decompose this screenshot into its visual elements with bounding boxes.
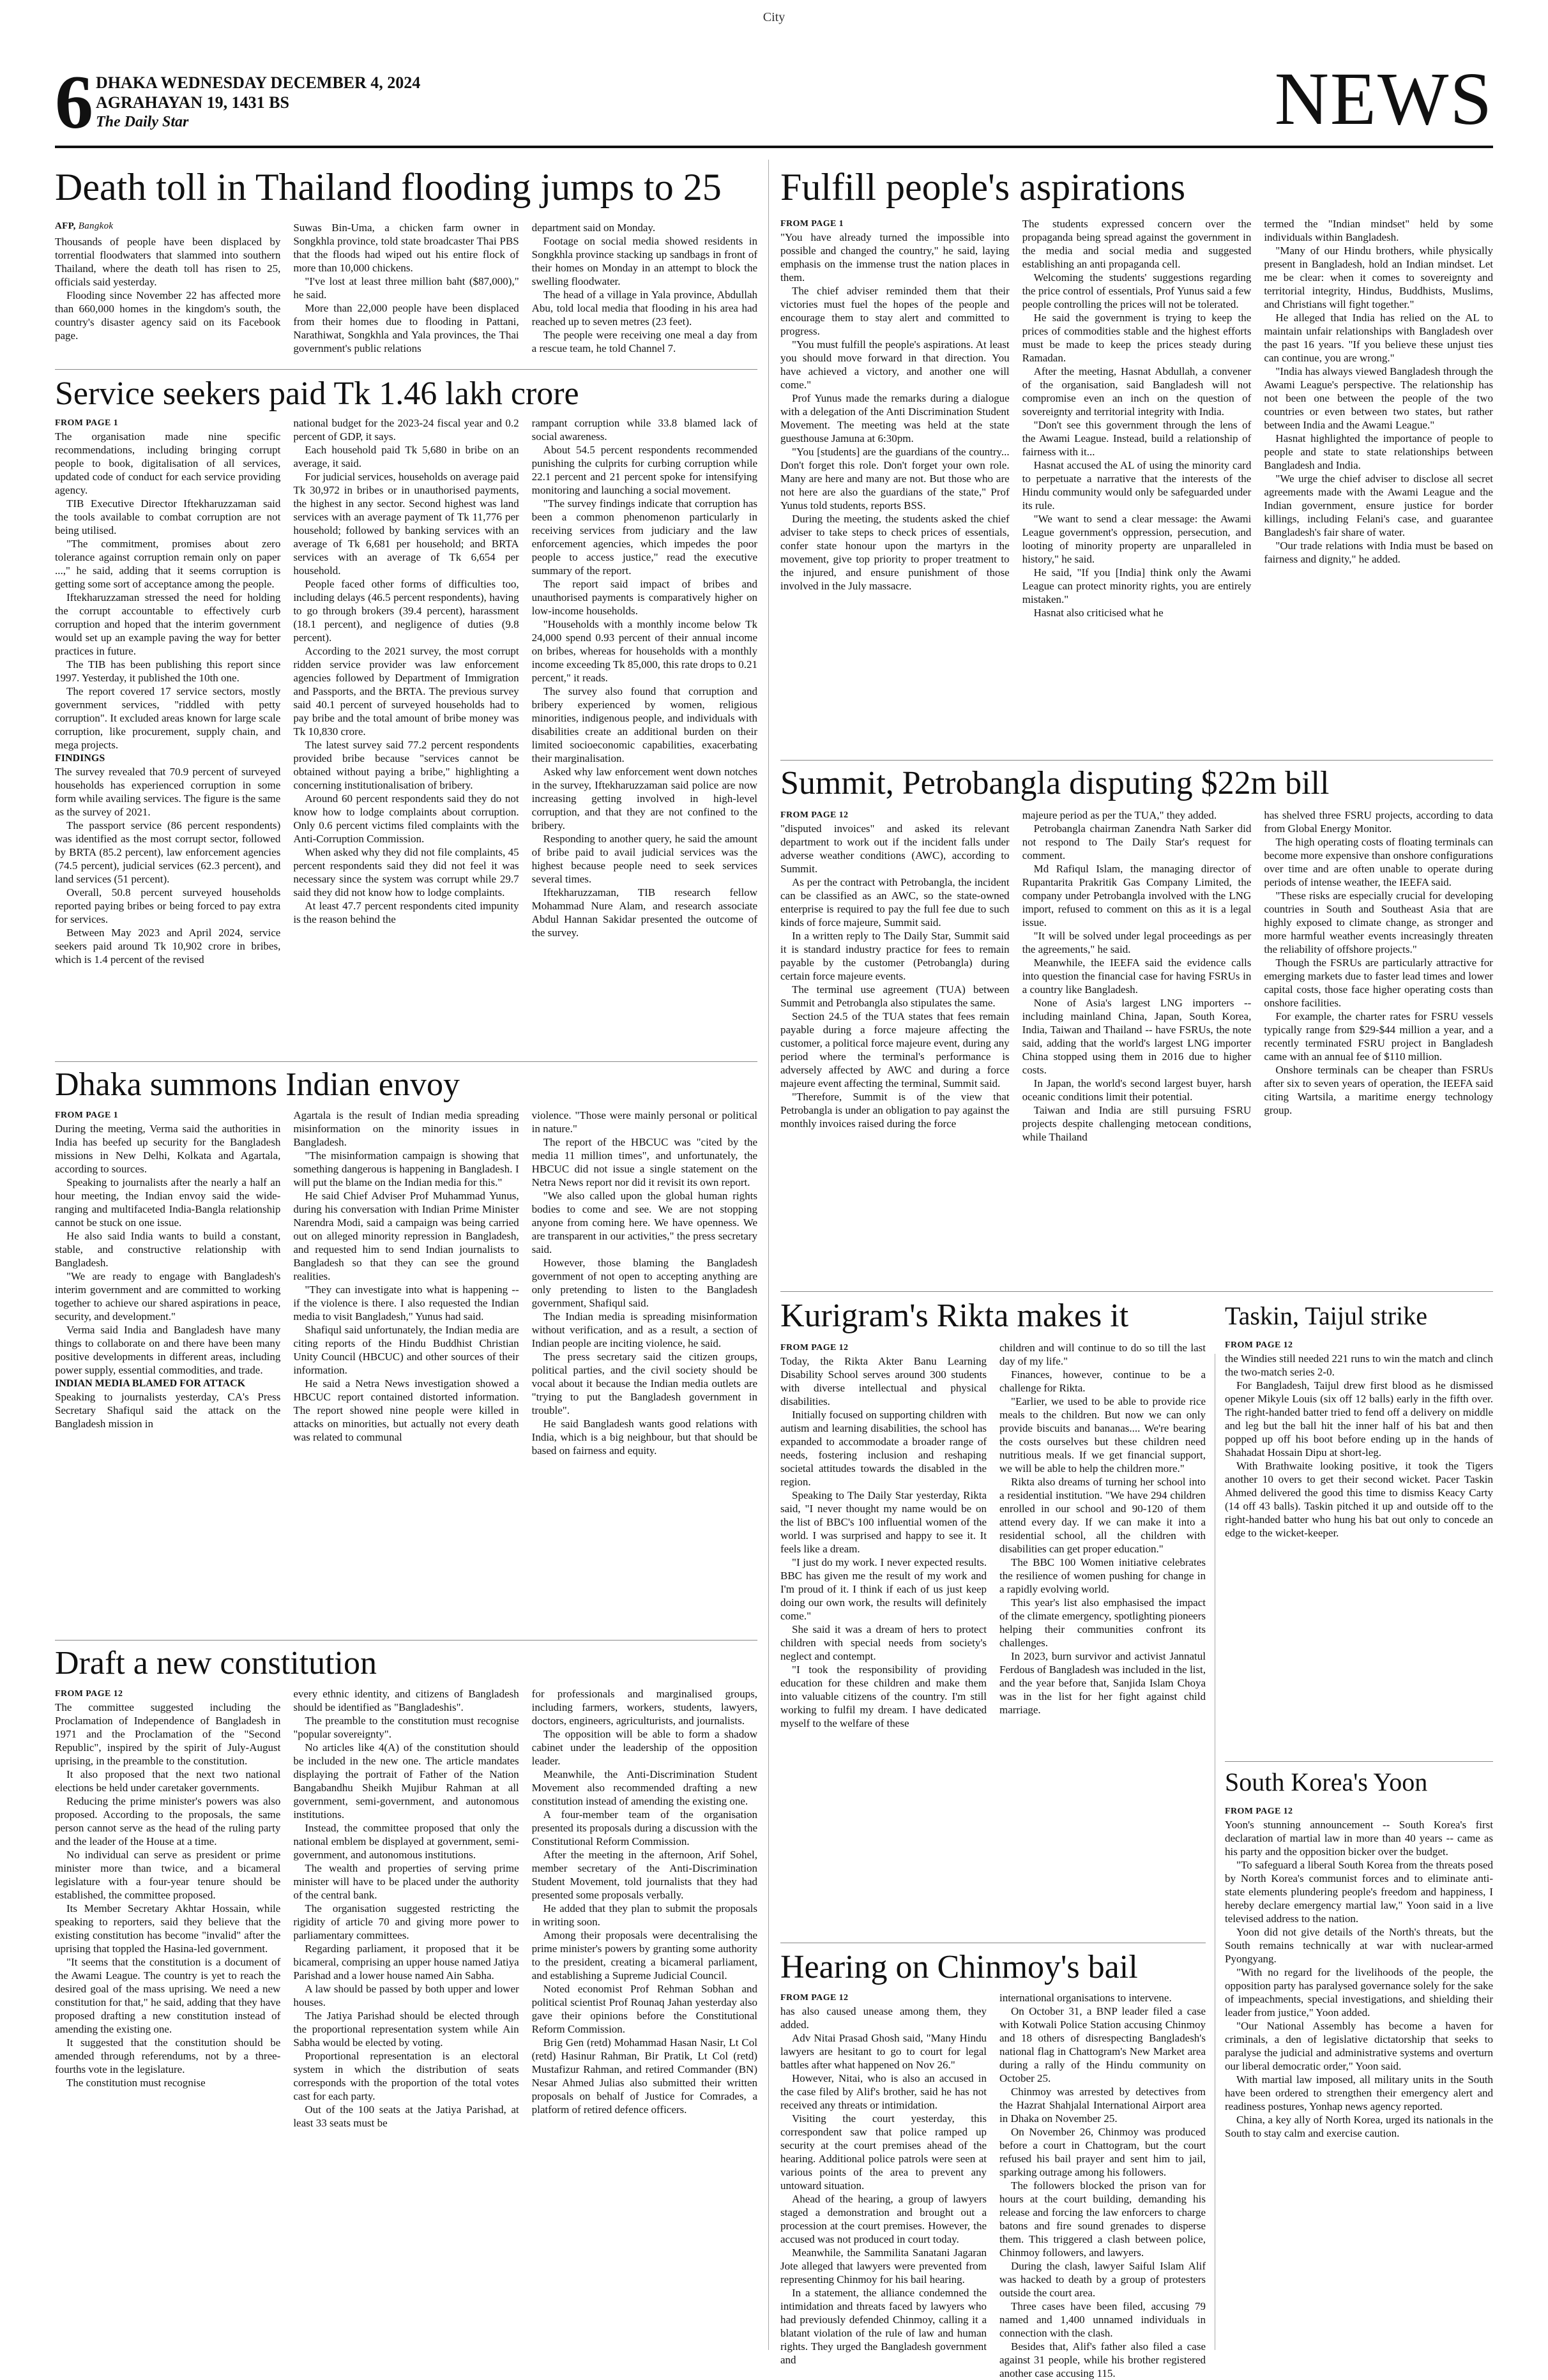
paragraph: TIB Executive Director Iftekharuzzaman said the tools available to combat corruption are not being utilised.: [55, 497, 281, 536]
paragraph: Between May 2023 and April 2024, service seekers paid around Tk 10,902 crore in bribes, which is 1.4 percent of the revised: [55, 927, 281, 966]
section-title: NEWS: [1274, 57, 1493, 140]
paragraph: The report of the HBCUC was "cited by the media 11 million times", and unfortunately, the HBCUC did not issue a single statement on the Netra News report nor did it revisit its own report.: [531, 1136, 757, 1188]
paragraph: The TIB has been publishing this report since 1997. Yesterday, it published the 10th one.: [55, 658, 281, 684]
column: [532, 221, 757, 363]
column: [293, 416, 519, 1055]
paragraph: During the meeting, the students asked the chief adviser to take steps to check prices of essentials, confer state honour upon the martyrs in the movement, give top priority to proper treatment to the injured, and ensure punishment of those involved in the July massacre.: [780, 513, 1010, 592]
paragraph: every ethnic identity, and citizens of Bangladesh should be identified as "Bangladeshis".: [293, 1688, 519, 1713]
paragraph: Finances, however, continue to be a challenge for Rikta.: [999, 1368, 1206, 1394]
paragraph: The followers blocked the prison van for hours at the court building, demanding his release and forcing the law enforcers to charge batons and fire sound grenades to disperse them. This triggered a clash between police, Chinmoy followers, and lawyers.: [999, 2179, 1206, 2259]
paragraph: With martial law imposed, all military units in the South have been ordered to strengthen their emergency alert and readiness postures, Yonhap news agency reported.: [1225, 2073, 1493, 2112]
paragraph: The constitution must recognise: [66, 2077, 206, 2089]
paragraph: international organisations to intervene.: [999, 1992, 1172, 2004]
page-number: 6: [55, 59, 93, 144]
paragraph: "We urge the chief adviser to disclose all secret agreements made with the Awami League and the Indian government, ensure justice for border killings, including Felani's case, and guarantee Bangladesh's fair share of water.: [1264, 473, 1493, 538]
column: [780, 1341, 987, 1936]
paragraph: Around 60 percent respondents said they do not know how to lodge complaints about corruption. Only 0.6 percent victims filed complaints with the Anti-Corruption Commission.: [293, 792, 519, 845]
column: [780, 808, 1010, 1285]
paragraph: The committee suggested including the Proclamation of Independence of Bangladesh in 1971 and the Proclamation of the "Second Republic", inspired by the spirit of July-August uprising, in the preamble to the constitution.: [55, 1701, 281, 1767]
paragraph: He added that they plan to submit the proposals in writing soon.: [531, 1902, 757, 1928]
paragraph: "The misinformation campaign is showing that something dangerous is happening in Bangladesh. I will put the blame on the Indian media for this.": [293, 1149, 519, 1188]
paragraph: Flooding since November 22 has affected more than 660,000 homes in the kingdom's south, the country's disaster agency said on its Facebook page.: [55, 289, 281, 342]
paragraph: Taiwan and India are still pursuing FSRU projects despite challenging metocean conditions, while Thailand: [1022, 1104, 1252, 1143]
paragraph: Agartala is the result of Indian media spreading misinformation on the minority issues in Bangladesh.: [293, 1109, 519, 1148]
paragraph: None of Asia's largest LNG importers -- including mainland China, Japan, South Korea, India, Taiwan and Thailand -- have FSRUs, the note said, adding that the world's largest LNG importer China stopped using them in 2016 due to higher costs.: [1022, 997, 1252, 1076]
paragraph: He said Chief Adviser Prof Muhammad Yunus, during his conversation with Indian Prime Minister Narendra Modi, said a campaign was being carried out on alleged minority repression in Bangladesh, and requested him to send Indian journalists to Bangladesh so that they can see the ground realities.: [293, 1190, 519, 1282]
paragraph: No articles like 4(A) of the constitution should be included in the new one. The article mandates displaying the portrait of Father of the Nation Bangabandhu Sheikh Mujibur Rahman at all government, semi-government, and autonomous institutions.: [293, 1741, 519, 1821]
column: [1022, 217, 1252, 754]
paragraph: Yoon's stunning announcement -- South Korea's first declaration of martial law in more than 40 years -- came as his party and the opposition bicker over the budget.: [1225, 1819, 1493, 1858]
paragraph: "We are ready to engage with Bangladesh's interim government and are committed to working together to achieve our shared aspirations in peace, security, and development.": [55, 1270, 281, 1323]
paragraph: The head of a village in Yala province, Abdullah Abu, told local media that flooding in his area had reached up to seven metres (23 feet).: [531, 289, 757, 328]
story-divider: [1225, 1761, 1493, 1762]
paragraph: He said a Netra News investigation showed a HBCUC report contained distorted information. The report showed nine people were killed in attacks on minorities, but actually not every death was related to communal: [293, 1377, 519, 1443]
paragraph: "I've lost at least three million baht ($87,000)," he said.: [293, 275, 519, 301]
paragraph: Suwas Bin-Uma, a chicken farm owner in Songkhla province, told state broadcaster Thai PBS that the floods had wiped out his entire flock of more than 10,000 chickens.: [293, 222, 519, 274]
paragraph: However, Nitai, who is also an accused in the case filed by Alif's brother, said he has not received any threats or intimidation.: [780, 2072, 987, 2111]
byline-source: AFP,: [55, 221, 76, 231]
paragraph: termed the "Indian mindset" held by some individuals within Bangladesh.: [1264, 218, 1493, 243]
headline-dhaka: Dhaka summons Indian envoy: [55, 1066, 460, 1103]
paragraph: About 54.5 percent respondents recommended punishing the culprits for curbing corruption while 22.1 percent and 21 percent spoke for intensifying monitoring and launching a social movement.: [531, 444, 757, 496]
paragraph: Thousands of people have been displaced by torrential floodwaters that slammed into southern Thailand, where the death toll has risen to 25, officials said yesterday.: [55, 236, 281, 288]
paragraph: "It seems that the constitution is a document of the Awami League. The country is yet to reach the desired goal of the mass uprising. We need a new constitution for that," he said, adding that they have proposed drafting a new constitution instead of amending the existing one.: [55, 1956, 281, 2035]
paragraph: During the meeting, Verma said the authorities in India has beefed up security for the Bangladesh missions in New Delhi, Kolkata and Agartala, according to sources.: [55, 1123, 281, 1175]
paragraph: Rikta also dreams of turning her school into a residential institution. "We have 294 children enrolled in our school and 90-120 of them attend every day. If we can make it into a residential school, all the children with disabilities can get proper education.": [999, 1476, 1206, 1555]
paragraph: In Japan, the world's second largest buyer, harsh oceanic conditions limit their potential.: [1022, 1077, 1252, 1103]
paragraph: Initially focused on supporting children with autism and learning disabilities, the school has expanded to accommodate a broader range of needs, fostering inclusion and reshaping societal attitudes towards the disabled in the region.: [780, 1409, 987, 1488]
paragraph: the Windies still needed 221 runs to win the match and clinch the two-match series 2-0.: [1225, 1353, 1493, 1378]
paragraph: "You [students] are the guardians of the country... Don't forget this role. Don't forget your own role. Many are here and many are not. But those who are not here are also the guardians of the state," Prof Yunus told students, reports BSS.: [780, 446, 1010, 512]
paragraph: The report said impact of bribes and unauthorised payments is comparatively higher on low-income households.: [531, 578, 757, 617]
paragraph: This year's list also emphasised the impact of the climate emergency, spotlighting pioneers helping their communities confront its challenges.: [999, 1596, 1206, 1649]
column: [293, 1109, 519, 1633]
paragraph: The organisation made nine specific recommendations, including bringing corrupt people to book, digitalisation of all services, updated code of conduct for each service providing agency.: [55, 430, 281, 496]
story-divider: [780, 760, 1493, 761]
paragraph: The latest survey said 77.2 percent respondents provided bribe because "services cannot be obtained without paying a bribe," highlighting a concerning institutionalisation of bribery.: [293, 739, 519, 791]
paragraph: Proportional representation is an electoral system in which the distribution of seats corresponds with the proportion of the total votes cast for each party.: [293, 2050, 519, 2102]
paragraph: China, a key ally of North Korea, urged its nationals in the South to stay calm and exercise caution.: [1225, 2114, 1493, 2139]
paragraph: Hasnat highlighted the importance of people to people and state to state relationships between Bangladesh and India.: [1264, 432, 1493, 471]
constitution-body: [55, 1687, 757, 2351]
column: [293, 1687, 519, 2351]
paragraph: The people were receiving one meal a day from a rescue team, he told Channel 7.: [531, 329, 757, 354]
subhead-findings: FINDINGS: [55, 753, 105, 764]
paragraph: In a written reply to The Daily Star, Summit said it is standard industry practice for fees to remain payable by the customer (Petrobangla) during certain force majeure events.: [780, 930, 1010, 982]
paragraph: "You must fulfill the people's aspirations. At least you should move forward in that direction. You have achieved a victory, and another one will come.": [780, 338, 1010, 391]
paragraph: violence. "Those were mainly personal or political in nature.": [531, 1109, 757, 1135]
column: [1225, 1338, 1493, 1755]
paragraph: Asked why law enforcement went down notches in the survey, Iftekharuzzaman said police are now increasing getting involved in high-level corruption, and that they are not confined to the bribery.: [531, 766, 757, 831]
continued-from: FROM PAGE 12: [1225, 1807, 1293, 1816]
paragraph: Chinmoy was arrested by detectives from the Hazrat Shahjalal International Airport area in Dhaka on November 25.: [999, 2086, 1206, 2125]
paragraph: A four-member team of the organisation presented its proposals during a discussion with the Constitutional Reform Commission.: [531, 1808, 757, 1847]
paragraph: has also caused unease among them, they added.: [780, 2005, 987, 2031]
paragraph: Visiting the court yesterday, this correspondent saw that police ramped up security at the court premises ahead of the hearing. Additional police patrols were seen at various points of the area to prevent any untoward situation.: [780, 2112, 987, 2192]
paragraph: Overall, 50.8 percent surveyed households reported paying bribes or being forced to pay extra for services.: [55, 886, 281, 925]
column: [780, 217, 1010, 754]
column: [532, 1687, 757, 2351]
dateline: [96, 73, 420, 132]
paragraph: "I just do my work. I never expected results. BBC has given me the result of my work and I'm proud of it. I think if each of us just keep doing our own work, the results will definitely come.": [780, 1556, 987, 1622]
paragraph: According to the 2021 survey, the most corrupt ridden service provider was law enforcement agencies followed by Department of Immigration and Passports, and the BRTA. The previous survey said 40.1 percent of surveyed households had to pay bribe and the total amount of bribe money was Tk 10,830 crore.: [293, 645, 519, 738]
column: [55, 1109, 280, 1633]
headline-fulfill: Fulfill people's aspirations: [780, 166, 1186, 208]
column: [1022, 808, 1252, 1285]
paragraph: majeure period as per the TUA," they added.: [1022, 809, 1217, 821]
column: [1225, 1805, 1493, 2351]
paragraph: In 2023, burn survivor and activist Jannatul Ferdous of Bangladesh was included in the list, and the year before that, Sanjida Islam Choya was in the list for her fight against child marriage.: [999, 1650, 1206, 1716]
column: [1264, 217, 1493, 754]
byline-place: Bangkok: [78, 221, 114, 231]
paragraph: Yoon did not give details of the North's threats, but the South remains technically at war with nuclear-armed Pyongyang.: [1225, 1926, 1493, 1965]
paragraph: Noted economist Prof Rehman Sobhan and political scientist Prof Rounaq Jahan yesterday also gave their opinions before the Constitutional Reform Commission.: [531, 1983, 757, 2035]
continued-from: FROM PAGE 12: [780, 810, 849, 820]
paragraph: Today, the Rikta Akter Banu Learning Disability School serves around 300 students with diverse intellectual and physical disabilities.: [780, 1355, 987, 1407]
paragraph: The chief adviser reminded them that their victories must fuel the hopes of the people and encourage them to stay alert and committed to progress.: [780, 285, 1010, 337]
paragraph: "It will be solved under legal proceedings as per the agreements," he said.: [1022, 930, 1252, 955]
paragraph: Ahead of the hearing, a group of lawyers staged a demonstration and brought out a procession at the court premises. However, the accused was not produced in court today.: [780, 2193, 987, 2245]
paragraph: The report covered 17 service sectors, mostly government services, "riddled with petty corruption". It excluded areas known for large scale corruption, like procurement, supply chain, and mega projects.: [55, 685, 281, 751]
headline-korea: South Korea's Yoon: [1225, 1768, 1428, 1796]
paragraph: A law should be passed by both upper and lower houses.: [293, 1983, 519, 2008]
paragraph: Onshore terminals can be cheaper than FSRUs after six to seven years of operation, the IEEFA said citing Wartsila, a maritime energy technology group.: [1264, 1064, 1493, 1116]
column: [780, 1991, 987, 2380]
masthead-rule: [55, 146, 1493, 148]
paragraph: People faced other forms of difficulties too, including delays (46.5 percent respondents), having to go through brokers (39.4 percent), harassment (18.1 percent), and negligence of duties (9.8 percent).: [293, 578, 519, 644]
paragraph: "They can investigate into what is happening -- if the violence is there. I also requested the Indian media to visit Bangladesh," Yunus had said.: [293, 1284, 519, 1323]
paper-logo: The Daily Star: [96, 114, 189, 130]
paragraph: After the meeting, Hasnat Abdullah, a convener of the organisation, said Bangladesh will not compromise even an inch on the question of sovereignty and territorial integrity with India.: [1022, 365, 1252, 418]
paragraph: In a statement, the alliance condemned the intimidation and threats faced by lawyers who had previously defended Chinmoy, calling it a blatant violation of the rule of law and human rights. They urged the Bangladesh government and: [780, 2287, 987, 2366]
paragraph: Besides that, Alif's father also filed a case against 31 people, while his brother registered another case accusing 115.: [999, 2340, 1206, 2379]
paragraph: "The commitment, promises about zero tolerance against corruption remain only on paper ...," he said, adding that it seems corruption is getting some sort of acceptance among the people.: [55, 538, 281, 590]
paragraph: The survey also found that corruption and bribery experienced by women, religious minorities, indigenous people, and individuals with disabilities create an additional burden on their limited socioeconomic capabilities, exacerbating their marginalisation.: [531, 685, 757, 764]
paragraph: The students expressed concern over the propaganda being spread against the government in the media and social media and suggested establishing an anti propaganda cell.: [1022, 218, 1252, 270]
paragraph: Footage on social media showed residents in Songkhla province stacking up sandbags in front of their homes on Monday in an attempt to block the swelling floodwater.: [531, 235, 757, 287]
paragraph: Hasnat also criticised what he: [1033, 607, 1164, 619]
paragraph: Md Rafiqul Islam, the managing director of Rupantarita Prakritik Gas Company Limited, the company under Petrobangla involved with the LNG import, refused to comment on this as it is a legal issue.: [1022, 863, 1252, 929]
paragraph: "We want to send a clear message: the Awami League government's oppression, persecution, and looting of minority property are unparalleled in history," he said.: [1022, 513, 1252, 565]
paragraph: Speaking to The Daily Star yesterday, Rikta said, "I never thought my name would be on the list of BBC's 100 influential women of the world. I was surprised and happy to see it. It feels like a dream.: [780, 1489, 987, 1555]
byline-thailand: [55, 221, 113, 232]
paragraph: children and will continue to do so till the last day of my life.": [999, 1342, 1206, 1367]
paragraph: For judicial services, households on average paid Tk 30,972 in bribes or in unauthorised payments, the highest in any sector. Second highest was land services with an average payment of Tk 11,776 per household; followed by banking services with an average of Tk 6,681 per household; and BRTA services with an average of Tk 6,654 per household.: [293, 471, 519, 577]
fulfill-body: [780, 217, 1493, 754]
paragraph: For example, the charter rates for FSRU vessels typically range from $29-$44 million a year, and a recently terminated FSRU project in Bangladesh came with an annual fee of $110 million.: [1264, 1010, 1493, 1063]
paragraph: "Our National Assembly has become a haven for criminals, a den of legislative dictatorship that seeks to paralyse the judicial and administrative systems and overturn our liberal democratic order," Yoon said.: [1225, 2020, 1493, 2072]
column: [1264, 808, 1493, 1285]
paragraph: "With no regard for the livelihoods of the people, the opposition party has paralysed governance solely for the sake of impeachments, special investigations, and shielding their leader from justice," Yoon added.: [1225, 1966, 1493, 2019]
date: DHAKA WEDNESDAY DECEMBER 4, 2024: [96, 73, 421, 92]
story-divider: [780, 1291, 1493, 1292]
paragraph: Out of the 100 seats at the Jatiya Parishad, at least 33 seats must be: [293, 2103, 519, 2129]
paragraph: It suggested that the constitution should be amended through referendums, not by a three-fourths vote in the legislature.: [55, 2036, 281, 2075]
paragraph: "To safeguard a liberal South Korea from the threats posed by North Korea's communist forces and to eliminate anti-state elements plundering people's freedom and happiness, I hereby declare emergency martial law," Yoon said in a live televised address to the nation.: [1225, 1859, 1493, 1925]
continued-from: FROM PAGE 1: [55, 1110, 119, 1120]
paragraph: Each household paid Tk 5,680 in bribe on an average, it said.: [293, 444, 519, 469]
paragraph: "Therefore, Summit is of the view that Petrobangla is under an obligation to pay against the monthly invoices raised during the force: [780, 1091, 1010, 1130]
headline-summit: Summit, Petrobangla disputing $22m bill: [780, 765, 1330, 801]
paragraph: Prof Yunus made the remarks during a dialogue with a delegation of the Anti Discrimination Student Movement. The meeting was held at the state guesthouse Jamuna at 6:30pm.: [780, 392, 1010, 444]
paragraph: The Indian media is spreading misinformation without verification, and as a result, a section of Indian people are inciting violence, he said.: [531, 1310, 757, 1349]
paragraph: Among their proposals were decentralising the prime minister's powers by granting some authority to the president, creating a bicameral parliament, and establishing a Supreme Judicial Council.: [531, 1929, 757, 1982]
paragraph: Meanwhile, the Sammilita Sanatani Jagaran Jote alleged that lawyers were prevented from representing Chinmoy for his bail hearing.: [780, 2247, 987, 2285]
continued-from: FROM PAGE 12: [780, 1343, 849, 1353]
paragraph: Welcoming the students' suggestions regarding the price control of essentials, Prof Yunus said a few people controlling the prices will not be tolerated.: [1022, 271, 1252, 310]
paragraph: Verma said India and Bangladesh have many things to collaborate on and there have been many positive developments in different areas, including power supply, essential commodities, and trade.: [55, 1324, 281, 1376]
headline-constitution: Draft a new constitution: [55, 1645, 377, 1681]
paragraph: Speaking to journalists yesterday, CA's Press Secretary Shafiqul said the attack on the Bangladesh mission in: [55, 1391, 281, 1430]
paragraph: Speaking to journalists after the nearly a half an hour meeting, the Indian envoy said the wide-ranging and multifaceted India-Bangla relationship cannot be stuck on one issue.: [55, 1176, 281, 1229]
paragraph: Adv Nitai Prasad Ghosh said, "Many Hindu lawyers are hesitant to go to court for legal battles after what happened on Nov 26.": [780, 2032, 987, 2071]
bangla-date: AGRAHAYAN 19, 1431 BS: [96, 93, 289, 112]
paragraph: Regarding parliament, it proposed that it be bicameral, comprising an upper house named Jatiya Parishad and a lower house named Ain Sabha.: [293, 1943, 519, 1982]
paragraph: for professionals and marginalised groups, including farmers, workers, students, lawyers, doctors, engineers, agriculturists, and journalists.: [531, 1688, 757, 1727]
paragraph: "We also called upon the global human rights bodies to come and see. We are not stopping anyone from coming here. We have openness. We are transparent in our activities," the press secretary said.: [531, 1190, 757, 1255]
paragraph: Instead, the committee proposed that only the national emblem be displayed at government, semi-government, and autonomous institutions.: [293, 1822, 519, 1861]
paragraph: When asked why they did not file complaints, 45 percent respondents said they did not feel it was necessary since the system was corrupt while 29.7 said they did not know how to lodge complaints.: [293, 846, 519, 898]
paragraph: "India has always viewed Bangladesh through the Awami League's perspective. The relationship has not been one between the people of the two countries or even between two states, but rather between India and the Awami League.": [1264, 365, 1493, 431]
paragraph: For Bangladesh, Taijul drew first blood as he dismissed opener Mikyle Louis (six off 12 balls) early in the fifth over. The right-handed batter tried to fend off a delivery on middle and leg but the ball hit the inner half of his bat and then popped up off his boot before ending up in the hands of Shahadat Hossain Dipu at short-leg.: [1225, 1379, 1493, 1459]
continued-from: FROM PAGE 1: [55, 418, 119, 428]
paragraph: has shelved three FSRU projects, according to data from Global Energy Monitor.: [1264, 809, 1493, 835]
column: [55, 1687, 280, 2351]
story-divider: [55, 1640, 757, 1641]
column: [532, 1109, 757, 1633]
paragraph: "These risks are especially crucial for developing countries in South and Southeast Asia that are highly exposed to climate change, as stronger and more harmful weather events increasingly threaten the reliability of offshore projects.": [1264, 890, 1493, 955]
paragraph: Petrobangla chairman Zanendra Nath Sarker did not respond to The Daily Star's request for comment.: [1022, 822, 1252, 861]
paragraph: Though the FSRUs are particularly attractive for emerging markets due to faster lead times and lower capital costs, those face higher operating costs than onshore facilities.: [1264, 957, 1493, 1009]
column: [532, 416, 757, 1055]
paragraph: Iftekharuzzaman, TIB research fellow Mohammad Nure Alam, and research associate Abdul Hannan Sakidar presented the outcome of the survey.: [531, 886, 757, 939]
paragraph: "Don't see this government through the lens of the Awami League. Instead, build a relationship of fairness with it...: [1022, 419, 1252, 458]
story-divider: [55, 369, 757, 370]
paragraph: The wealth and properties of serving prime minister will have to be placed under the authority of the central bank.: [293, 1862, 519, 1901]
paragraph: "Many of our Hindu brothers, while physically present in Bangladesh, hold an Indian mindset. Let me be clear: when it comes to sovereignty and territorial integrity, Hindus, Buddhists, Muslims, and Christians will fight together.": [1264, 245, 1493, 310]
paragraph: "Our trade relations with India must be based on fairness and dignity," he added.: [1264, 540, 1493, 565]
continued-from: FROM PAGE 12: [780, 1993, 849, 2003]
paragraph: national budget for the 2023-24 fiscal year and 0.2 percent of GDP, it says.: [293, 417, 519, 443]
paragraph: At least 47.7 percent respondents cited impunity is the reason behind the: [293, 900, 519, 925]
paragraph: rampant corruption while 33.8 blamed lack of social awareness.: [531, 417, 757, 443]
paragraph: The press secretary said the citizen groups, political parties, and the civil society should be vocal about it because the Indian media outlets are "trying to put the Bangladesh government in trouble".: [531, 1351, 757, 1416]
taskin-body: [1225, 1338, 1493, 1755]
headline-rikta: Kurigram's Rikta makes it: [780, 1298, 1129, 1334]
paragraph: Its Member Secretary Akhtar Hossain, while speaking to reporters, said they believe that the existing constitution has become "invalid" after the uprising that toppled the Hasina-led government.: [55, 1902, 281, 1955]
paragraph: With Brathwaite looking positive, it took the Tigers another 10 overs to get their second wicket. Pacer Taskin Ahmed delivered the good this time to dismiss Keacy Carty (14 off 43 balls). Taskin pitched it up and outside off to the right-handed batter who hung his bat out only to concede an edge to the wicket-keeper.: [1225, 1460, 1493, 1539]
paragraph: "I took the responsibility of providing education for these children and make them into valuable citizens of the country. I'm still working to fulfil my dream. I have dedicated myself to the welfare of these: [780, 1664, 987, 1729]
paragraph: No individual can serve as president or prime minister more than twice, and a bicameral legislature with a four-year tenure should be established, the committee proposed.: [55, 1849, 281, 1901]
summit-body: [780, 808, 1493, 1285]
paragraph: Brig Gen (retd) Mohammad Hasan Nasir, Lt Col (retd) Hasinur Rahman, Bir Pratik, Lt Col (retd) Mustafizur Rahman, and retired Commander (BN) Nesar Ahmed Julias also submitted their written proposals on behalf of Justice for Comrades, a platform of retired defence officers.: [531, 2036, 757, 2116]
column: [55, 416, 280, 1055]
headline-thailand: Death toll in Thailand flooding jumps to 25: [55, 166, 722, 208]
paragraph: Hasnat accused the AL of using the minority card to perpetuate a narrative that the interests of the Hindu community would only be safeguarded under its rule.: [1022, 459, 1252, 512]
paragraph: The Jatiya Parishad should be elected through the proportional representation system while Ain Sabha would be elected by voting.: [293, 2010, 519, 2049]
paragraph: He also said India wants to build a constant, stable, and constructive relationship with Bangladesh.: [55, 1230, 281, 1269]
subhead-media: INDIAN MEDIA BLAMED FOR ATTACK: [55, 1378, 246, 1389]
paragraph: Iftekharuzzaman stressed the need for holding the corrupt accountable to effectively curb corruption and hoped that the interim government would set up an example paving the way for better practices in future.: [55, 591, 281, 657]
column: [293, 221, 519, 363]
dhaka-body: [55, 1109, 757, 1633]
paragraph: The BBC 100 Women initiative celebrates the resilience of women pushing for change in a rapidly evolving world.: [999, 1556, 1206, 1595]
paragraph: However, those blaming the Bangladesh government of not open to accepting anything are only pretending to listen to the Bangladesh government, Shafiqul said.: [531, 1257, 757, 1309]
korea-body: [1225, 1805, 1493, 2351]
paragraph: On October 31, a BNP leader filed a case with Kotwali Police Station accusing Chinmoy and 18 others of disrespecting Bangladesh's national flag in Chattogram's New Market area during a rally of the Hindu community on October 25.: [999, 2005, 1206, 2084]
paragraph: Three cases have been filed, accusing 79 named and 1,400 unnamed individuals in connection with the clash.: [999, 2300, 1206, 2339]
paragraph: Section 24.5 of the TUA states that fees remain payable during a force majeure affecting the customer, a political force majeure event, during any period where the terminal's performance is adversely affected by AWC and during a force majeure event affecting the terminal, Summit said.: [780, 1010, 1010, 1089]
paragraph: The organisation suggested restricting the rigidity of article 70 and giving more power to parliamentary committees.: [293, 1902, 519, 1941]
paragraph: The terminal use agreement (TUA) between Summit and Petrobangla also stipulates the same.: [780, 983, 1010, 1009]
paragraph: The survey revealed that 70.9 percent of surveyed households has experienced corruption in some form while availing services. The figure is the same as the survey of 2021.: [55, 766, 281, 818]
paragraph: Responding to another query, he said the amount of bribe paid to avail judicial services was the highest because people need to seek services several times.: [531, 833, 757, 885]
paragraph: During the clash, lawyer Saiful Islam Alif was hacked to death by a group of protesters outside the court area.: [999, 2260, 1206, 2299]
paragraph: As per the contract with Petrobangla, the incident can be classified as an AWC, so the state-owned enterprise is required to pay the full fee due to such kinds of force majeure, Summit said.: [780, 876, 1010, 929]
column: [999, 1991, 1206, 2380]
paragraph: The preamble to the constitution must recognise "popular sovereignty".: [293, 1715, 519, 1740]
story-divider: [55, 1061, 757, 1062]
paragraph: "disputed invoices" and asked its relevant department to work out if the incident falls under adverse weather conditions (AWC), according to Summit.: [780, 822, 1010, 875]
headline-chinmoy: Hearing on Chinmoy's bail: [780, 1949, 1138, 1985]
chinmoy-body: [780, 1991, 1206, 2379]
rikta-body: [780, 1341, 1206, 1936]
service-body: [55, 416, 757, 1055]
column-divider: [768, 160, 769, 2350]
paragraph: He said, "If you [India] think only the Awami League can protect minority rights, you are entirely mistaken.": [1022, 566, 1252, 605]
continued-from: FROM PAGE 12: [55, 1689, 123, 1699]
paragraph: He alleged that India has relied on the AL to maintain unfair relationships with Bangladesh over the past 16 years. "If you believe these unjust ties can continue, you are wrong.": [1264, 312, 1493, 364]
column: [55, 235, 280, 363]
paragraph: Meanwhile, the IEEFA said the evidence calls into question the financial case for having FSRUs in a country like Bangladesh.: [1022, 957, 1252, 996]
paragraph: After the meeting in the afternoon, Arif Sohel, member secretary of the Anti-Discrimination Student Movement, told journalists that they had presented some proposals verbally.: [531, 1849, 757, 1901]
paragraph: "Earlier, we used to be able to provide rice meals to the children. But now we can only provide biscuits and bananas.... We're bearing the costs ourselves but these children need nutritious meals. If we get financial support, we will be able to help the children more.": [999, 1395, 1206, 1474]
paragraph: Shafiqul said unfortunately, the Indian media are citing reports of the Hindu Buddhist Christian Unity Council (HBCUC) and other sources of their information.: [293, 1324, 519, 1376]
paragraph: She said it was a dream of hers to protect children with special needs from society's neglect and contempt.: [780, 1623, 987, 1662]
paragraph: It also proposed that the next two national elections be held under caretaker governments.: [55, 1768, 281, 1794]
paragraph: He said the government is trying to keep the prices of commodities stable and the highest efforts must be made to keep the prices steady during Ramadan.: [1022, 312, 1252, 364]
paragraph: "You have already turned the impossible into possible and changed the country," he said, laying emphasis on the immense trust the nation places in them.: [780, 231, 1010, 284]
paragraph: "Households with a monthly income below Tk 24,000 spend 0.93 percent of their annual income on bribes, whereas for households with a monthly income exceeding Tk 85,000, this rate drops to 0.21 percent," it reads.: [531, 618, 757, 684]
paragraph: Reducing the prime minister's powers was also proposed. According to the proposals, the same person cannot serve as the head of the ruling party and the leader of the House at a time.: [55, 1795, 281, 1847]
headline-service: Service seekers paid Tk 1.46 lakh crore: [55, 375, 579, 412]
paragraph: The high operating costs of floating terminals can become more expensive than onshore configurations over time and are often unable to operate during periods of intense weather, the IEEFA said.: [1264, 836, 1493, 888]
paragraph: The passport service (86 percent respondents) was identified as the most corrupt sector, followed by BRTA (85.2 percent), law enforcement agencies (74.5 percent), judicial services (62.3 percent), and land services (51 percent).: [55, 819, 281, 885]
continued-from: FROM PAGE 1: [780, 219, 844, 229]
paragraph: More than 22,000 people have been displaced from their homes due to flooding in Pattani, Narathiwat, Songkhla and Yala provinces, the Thai government's public relations: [293, 302, 519, 354]
headline-taskin: Taskin, Taijul strike: [1225, 1301, 1427, 1330]
paragraph: He said Bangladesh wants good relations with India, which is a big neighbour, but that should be based on fairness and equity.: [531, 1418, 757, 1457]
paragraph: Meanwhile, the Anti-Discrimination Student Movement also recommended drafting a new constitution instead of amending the existing one.: [531, 1768, 757, 1807]
paragraph: department said on Monday.: [531, 222, 656, 234]
paragraph: On November 26, Chinmoy was produced before a court in Chattogram, but the court refused his bail prayer and sent him to jail, sparking outrage among his followers.: [999, 2126, 1206, 2178]
paragraph: "The survey findings indicate that corruption has been a common phenomenon particularly in receiving services from judiciary and the law enforcement agencies, which impedes the poor people to access justice," read the executive summary of the report.: [531, 497, 757, 577]
continued-from: FROM PAGE 12: [1225, 1340, 1293, 1350]
section-tag: City: [763, 10, 785, 24]
paragraph: The opposition will be able to form a shadow cabinet under the leadership of the opposition leader.: [531, 1728, 757, 1767]
column: [999, 1341, 1206, 1936]
